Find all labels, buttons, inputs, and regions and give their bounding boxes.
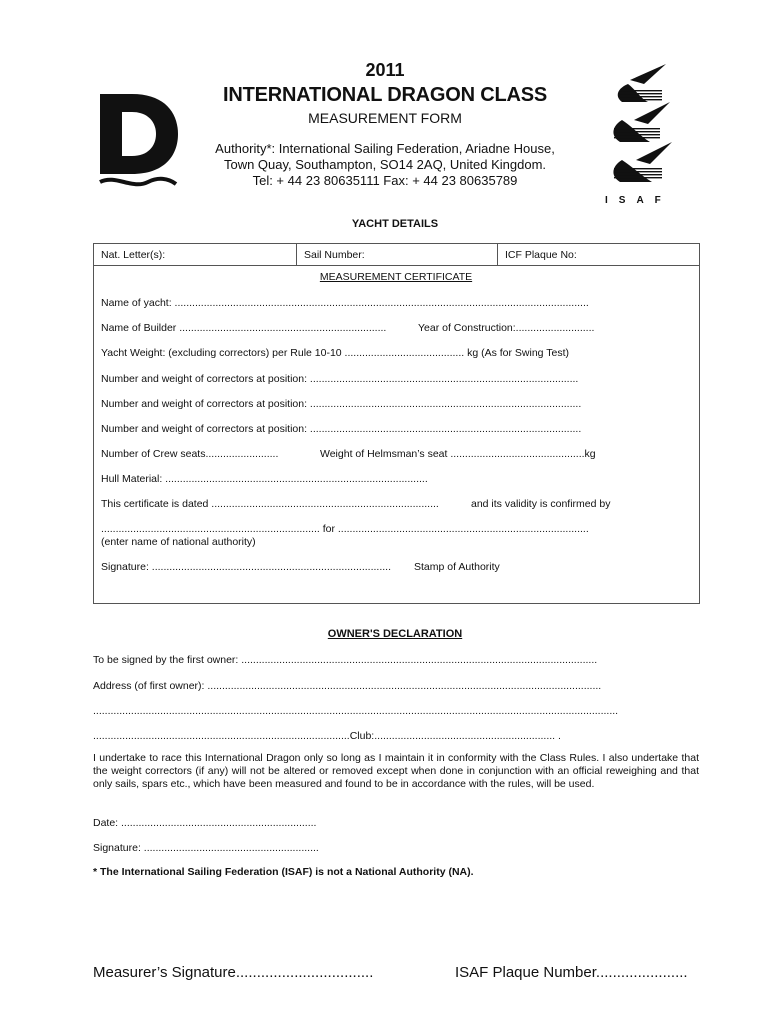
icf-plaque-field[interactable]: ICF Plaque No:: [505, 249, 577, 261]
isaf-wordmark: ISAF: [605, 195, 672, 206]
table-divider: [93, 265, 699, 266]
authority-line-3: Tel: + 44 23 80635111 Fax: + 44 23 80635789: [252, 173, 518, 188]
first-owner-field[interactable]: To be signed by the first owner: ..........................................................................................................................: [93, 654, 598, 666]
page-title: INTERNATIONAL DRAGON CLASS: [222, 84, 548, 106]
authority-line-1: Authority*: International Sailing Federation, Ariadne House,: [215, 141, 555, 156]
helmsman-seat-field[interactable]: Weight of Helmsman’s seat ..............................................kg: [320, 448, 596, 460]
measurer-signature-line[interactable]: Measurer’s Signature.................................: [93, 964, 374, 981]
form-year: 2011: [365, 60, 405, 80]
crew-seats-field[interactable]: Number of Crew seats.........................: [101, 448, 279, 460]
validity-label: and its validity is confirmed by: [471, 498, 611, 510]
club-field[interactable]: ........................................................................................Club:.............................................................. .: [93, 730, 561, 742]
address-field[interactable]: Address (of first owner): .......................................................................................................................................: [93, 680, 602, 692]
address-line-2-field[interactable]: ....................................................................................................................................................................................: [93, 705, 619, 717]
correctors-field-1[interactable]: Number and weight of correctors at position: ............................................................................................: [101, 373, 579, 385]
measurement-certificate-heading: MEASUREMENT CERTIFICATE: [319, 271, 473, 283]
measurer-signature-field[interactable]: Signature: ..................................................................................: [101, 561, 391, 573]
nat-letters-field[interactable]: Nat. Letter(s):: [101, 249, 166, 261]
date-field[interactable]: Date: ...................................................................: [93, 817, 317, 829]
cell-divider: [497, 243, 498, 265]
cell-divider: [296, 243, 297, 265]
undertaking-paragraph: I undertake to race this International Dragon only so long as I maintain it in conformity with the Class Rules. I also undertake that the weight correctors (if any) will not be altered or removed except when done in conjunction with an official reweighing and that only sails, spars etc., which have been measured and found to be in accordance with the rules, will be used.: [93, 752, 699, 791]
owner-signature-field[interactable]: Signature: ............................................................: [93, 842, 319, 854]
builder-name-field[interactable]: Name of Builder .......................................................................: [101, 322, 387, 334]
yacht-name-field[interactable]: Name of yacht: ..............................................................................................................................................: [101, 297, 589, 309]
sail-number-field[interactable]: Sail Number:: [304, 249, 365, 261]
construction-year-field[interactable]: Year of Construction:...........................: [418, 322, 595, 334]
authority-line-2: Town Quay, Southampton, SO14 2AQ, United Kingdom.: [223, 157, 547, 172]
stamp-label: Stamp of Authority: [414, 561, 500, 573]
yacht-weight-field[interactable]: Yacht Weight: (excluding correctors) per Rule 10-10 ......................................... kg (As for Swing Test): [101, 347, 570, 359]
form-subtitle: MEASUREMENT FORM: [308, 110, 462, 126]
correctors-field-3[interactable]: Number and weight of correctors at position: .............................................................................................: [101, 423, 582, 435]
hull-material-field[interactable]: Hull Material: ..........................................................................................: [101, 473, 428, 485]
isaf-plaque-number-line[interactable]: ISAF Plaque Number......................: [455, 964, 688, 981]
yacht-details-heading: YACHT DETAILS: [351, 218, 439, 230]
national-authority-hint: (enter name of national authority): [101, 536, 256, 548]
owners-declaration-heading: OWNER'S DECLARATION: [327, 628, 463, 640]
correctors-field-2[interactable]: Number and weight of correctors at position: .............................................................................................: [101, 398, 582, 410]
certificate-date-field[interactable]: This certificate is dated ..............................................................................: [101, 498, 439, 510]
isaf-sailboat-logo: [600, 62, 680, 195]
national-authority-field[interactable]: ........................................................................... for ......................................................................................: [101, 523, 589, 535]
isaf-footnote: * The International Sailing Federation (ISAF) is not a National Authority (NA).: [93, 866, 474, 878]
